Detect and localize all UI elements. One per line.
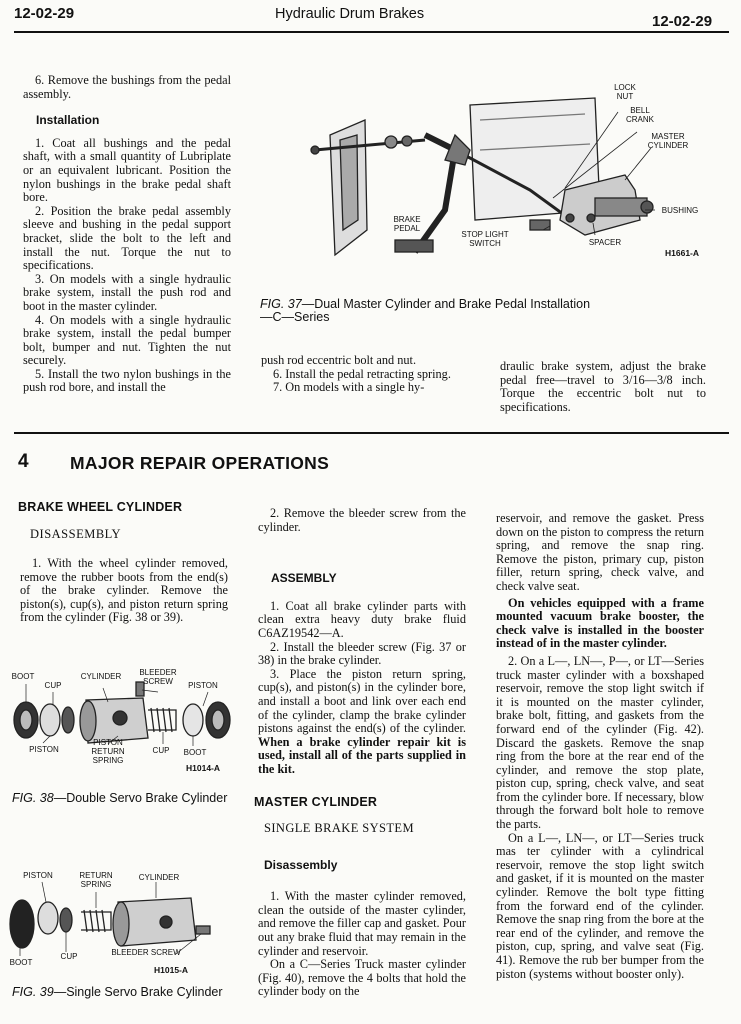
single-brake-system-heading: SINGLE BRAKE SYSTEM — [264, 821, 414, 836]
c-series-disassembly: On a C—Series Truck master cylinder (Fig. 40), remove the 4 bolts that hold the cylinder body on the — [258, 957, 466, 999]
label-boot-right: BOOT — [183, 748, 207, 757]
l-series-cylindrical-reservoir: On a L—, LN—, or LT—Series truck mas ter cylinder with a cylindrical reservoir, remove the stop light switch and gasket, if it is mounted on the master cylinder. Remove the bolt type fitting from the forward end of the cylinder. Remove the snap ring from the bore at the rear end of the cylinder, and remove the piston, cup, spring, and valve seat (Fig. 41). Remove the rub ber bumper from the piston (systems without booster only). — [496, 830, 704, 981]
fig39-illustration — [6, 868, 240, 978]
fig37-caption — [260, 298, 600, 324]
booster-note: On vehicles equipped with a frame mounted vacuum brake booster, the check valve is installed in the booster instead of in the master cylinder. — [496, 595, 704, 651]
header-rule — [14, 31, 729, 33]
step-2-bleeder-screw: 2. Remove the bleeder screw from the cylinder. — [258, 506, 466, 534]
label-brake-pedal: BRAKE PEDAL — [393, 215, 421, 233]
reservoir-removal-text: reservoir, and remove the gasket. Press down on the piston to compress the return spring, and remove the snap ring. Remove the piston, primary cup, piston filler, return spring, check valve, and check valve seat. — [496, 511, 704, 593]
label-cylinder: CYLINDER — [80, 672, 122, 681]
page-number-right: 12-02-29 — [652, 13, 713, 30]
label-boot-left: BOOT — [11, 672, 35, 681]
label-cup-right: CUP — [152, 746, 170, 755]
running-title: Hydraulic Drum Brakes — [275, 6, 425, 22]
fig37-caption-number: FIG. 37 — [260, 297, 302, 311]
fig38-caption — [12, 792, 232, 805]
label-spacer: SPACER — [588, 238, 622, 247]
fig38-caption-text: —Double Servo Brake Cylinder — [53, 791, 228, 805]
section-number: 4 — [18, 451, 29, 472]
label-bell-crank: BELL CRANK — [625, 106, 654, 124]
wheel-cylinder-step-1: 1. With the wheel cylinder removed, remove the rubber boots from the end(s) of the brake cylinder. Remove the piston(s), cup(s), and piston return spring from the cylinder (Fig. 38 or 39). — [20, 556, 228, 625]
fig39-caption-text: —Single Servo Brake Cylinder — [53, 985, 223, 999]
top-mid-column — [261, 354, 467, 395]
install-step-1: 1. Coat all bushings and the pedal shaft, with a small quantity of Lubriplate or an equivalent lubricant. Position the nylon bushings in the brake pedal shaft bore. — [23, 135, 231, 205]
label-stop-light-switch: STOP LIGHT SWITCH — [461, 230, 509, 248]
label-piston-left: PISTON — [29, 745, 59, 754]
master-disassembly-step-1: 1. With the master cylinder removed, clean the outside of the master cylinder, and remove the filler cap and gasket. Pour out any brake fluid that may remain in the cylinder and reservoir. — [258, 889, 466, 958]
label-piston: PISTON — [23, 871, 53, 880]
assembly-step-2: 2. Install the bleeder screw (Fig. 37 or 38) in the brake cylinder. — [258, 639, 466, 668]
col2 — [254, 506, 466, 999]
fig39-caption — [12, 986, 232, 999]
step-7-single-hydraulic: 7. On models with a single hy- — [273, 380, 425, 395]
step-6-remove-bushings: 6. Remove the bushings from the pedal assembly. — [23, 73, 231, 101]
install-step-4: 4. On models with a single hydraulic brake system, install the pedal bumper bolt, bumper and nut. Tighten the nut securely. — [23, 312, 231, 368]
section-rule — [14, 432, 729, 434]
assembly-step-3-text: 3. Place the piston return spring, cup(s), and piston(s) in the cylinder bore, and install a boot and link over each end of the cylinder, clamp the brake cylinder pistons against the end(s) of the cylinder. — [258, 666, 466, 736]
brake-wheel-cylinder-heading: BRAKE WHEEL CYLINDER — [18, 500, 183, 514]
push-rod-text: push rod eccentric bolt and nut. — [261, 353, 417, 367]
section-title: MAJOR REPAIR OPERATIONS — [70, 453, 330, 473]
page-number-left: 12-02-29 — [14, 5, 75, 22]
col1-step-1 — [20, 557, 228, 625]
assembly-heading: ASSEMBLY — [271, 571, 337, 586]
disassembly-heading: DISASSEMBLY — [30, 527, 122, 541]
top-right-column: draulic brake system, adjust the brake pedal free—travel to 3/16—3/8 inch. Torque the eccentric bolt nut to specifications. — [500, 359, 706, 414]
label-bleeder-screw: BLEEDER SCREW — [111, 948, 181, 957]
fig37-caption-text: —Dual Master Cylinder and Brake Pedal Installation—C—Series — [260, 297, 591, 324]
install-step-2: 2. Position the brake pedal assembly sleeve and bushing in the pedal support bracket, slide the bolt to the left and install the nut. Torque the nut to specifications. — [23, 203, 231, 273]
assembly-step-1: 1. Coat all brake cylinder parts with clean extra heavy duty brake fluid C6AZ19542—A. — [258, 598, 466, 640]
disassembly-subheading: Disassembly — [264, 857, 338, 872]
label-cup: CUP — [60, 952, 78, 961]
label-return-spring: RETURN SPRING — [79, 871, 113, 889]
label-bleeder-screw: BLEEDER SCREW — [139, 668, 177, 686]
label-cup-left: CUP — [44, 681, 62, 690]
label-lock-nut: LOCK NUT — [614, 83, 636, 101]
label-bushing: BUSHING — [661, 206, 699, 215]
installation-heading: Installation — [36, 113, 100, 128]
assembly-step-3-note: When a brake cylinder repair kit is used, install all of the parts supplied in the kit. — [258, 734, 466, 776]
fig38-code: H1014-A — [186, 763, 221, 773]
single-servo-cylinder-drawing — [6, 868, 240, 978]
fig37-illustration — [295, 80, 715, 260]
label-cylinder: CYLINDER — [138, 873, 180, 882]
install-step-3: 3. On models with a single hydraulic brake system, install the push rod and boot in the master cylinder. — [23, 271, 231, 313]
l-series-step-2: 2. On a L—, LN—, P—, or LT—Series truck master cylinder with a boxshaped reservoir, remove the stop light switch if it is mounted on the master cylinder, brake bolt, fitting, and gaskets from the forward end of the cylinder (Fig. 42). Discard the gaskets. Remove the snap ring from the bore at the rear end of the cylinder, and remove the stop plate, piston cup, spring, check valve, and seat from the cylinder bore. If necessary, blow through the forward bolt hole to remove the parts. — [496, 653, 704, 832]
fig39-code: H1015-A — [154, 965, 189, 975]
col3 — [496, 512, 704, 981]
label-boot: BOOT — [9, 958, 33, 967]
fig39-caption-number: FIG. 39 — [12, 985, 54, 999]
step-6-retracting-spring: 6. Install the pedal retracting spring. — [273, 366, 451, 381]
master-cylinder-heading: MASTER CYLINDER — [254, 794, 378, 809]
label-piston-return-spring: PISTON RETURN SPRING — [91, 738, 125, 765]
label-master-cylinder: MASTER CYLINDER — [647, 132, 689, 150]
label-piston-right: PISTON — [188, 681, 218, 690]
fig38-caption-number: FIG. 38 — [12, 791, 54, 805]
top-left-column — [23, 74, 231, 395]
fig37-code: H1661-A — [665, 248, 700, 258]
install-step-5: 5. Install the two nylon bushings in the push rod bore, and install the — [23, 366, 231, 395]
assembly-step-3 — [258, 668, 466, 777]
fig38-illustration — [8, 668, 240, 776]
